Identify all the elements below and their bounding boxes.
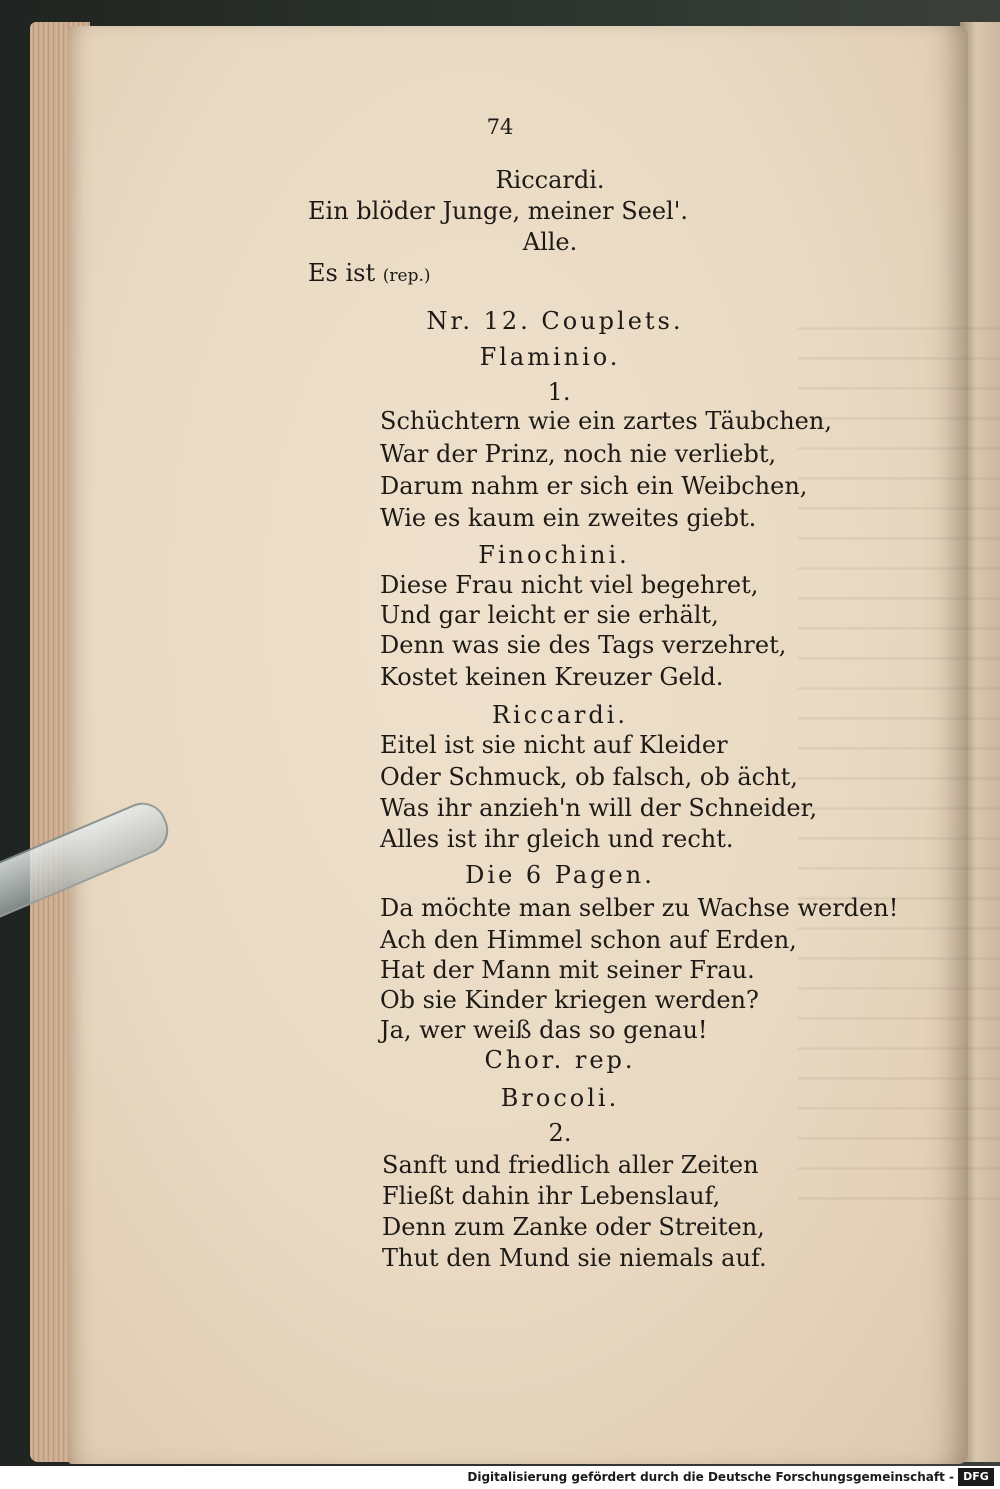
verse-line: Fließt dahin ihr Lebenslauf, — [382, 1182, 721, 1210]
dfg-logo: DFG — [958, 1468, 994, 1486]
verse-line: Hat der Mann mit seiner Frau. — [380, 956, 755, 984]
page-number: 74 — [486, 115, 514, 139]
es-ist-text: Es ist — [308, 259, 376, 287]
verse-line: War der Prinz, noch nie verliebt, — [380, 440, 777, 468]
speaker-alle: Alle. — [522, 228, 578, 256]
verse-line: Thut den Mund sie niemals auf. — [382, 1244, 767, 1272]
verse-line: Schüchtern wie ein zartes Täubchen, — [380, 407, 832, 435]
verse-line: Ja, wer weiß das so genau! — [380, 1016, 708, 1044]
verse-line: Oder Schmuck, ob falsch, ob ächt, — [380, 763, 798, 791]
verse-line: Darum nahm er sich ein Weibchen, — [380, 472, 808, 500]
speaker-riccardi: Riccardi. — [491, 701, 629, 729]
verse-line: Da möchte man selber zu Wachse werden! — [380, 894, 899, 922]
verse-line: Und gar leicht er sie erhält, — [380, 601, 719, 629]
verse-line: Alles ist ihr gleich und recht. — [380, 825, 734, 853]
verse-line: Eitel ist sie nicht auf Kleider — [380, 731, 728, 759]
rep-marker: (rep.) — [382, 266, 431, 286]
dialogue-line: Ein blöder Junge, meiner Seel'. — [308, 197, 688, 225]
speaker-brocoli: Brocoli. — [500, 1084, 620, 1112]
verse-line: Ob sie Kinder kriegen werden? — [380, 986, 759, 1014]
verse-number: 1. — [547, 378, 571, 406]
verse-line: Sanft und friedlich aller Zeiten — [382, 1151, 759, 1179]
verse-line: Denn was sie des Tags verzehret, — [380, 631, 787, 659]
speaker-pagen: Die 6 Pagen. — [465, 861, 655, 889]
verse-line: Diese Frau nicht viel begehret, — [380, 571, 759, 599]
dialogue-line — [308, 258, 431, 291]
verse-line: Denn zum Zanke oder Streiten, — [382, 1213, 765, 1241]
verse-number: 2. — [548, 1119, 572, 1147]
funding-credit: Digitalisierung gefördert durch die Deutsche Forschungsgemeinschaft - — [467, 1470, 954, 1484]
verse-line: Ach den Himmel schon auf Erden, — [380, 926, 797, 954]
verse-line: Kostet keinen Kreuzer Geld. — [380, 663, 724, 691]
speaker-finochini: Finochini. — [478, 541, 630, 569]
verse-line: Was ihr anzieh'n will der Schneider, — [380, 794, 818, 822]
section-title: Nr. 12. Couplets. — [426, 307, 684, 335]
verse-line: Wie es kaum ein zweites giebt. — [380, 504, 757, 532]
speaker-flaminio: Flaminio. — [479, 343, 621, 371]
chorus-repeat: Chor. rep. — [484, 1046, 636, 1074]
speaker-riccardi: Riccardi. — [495, 166, 605, 194]
